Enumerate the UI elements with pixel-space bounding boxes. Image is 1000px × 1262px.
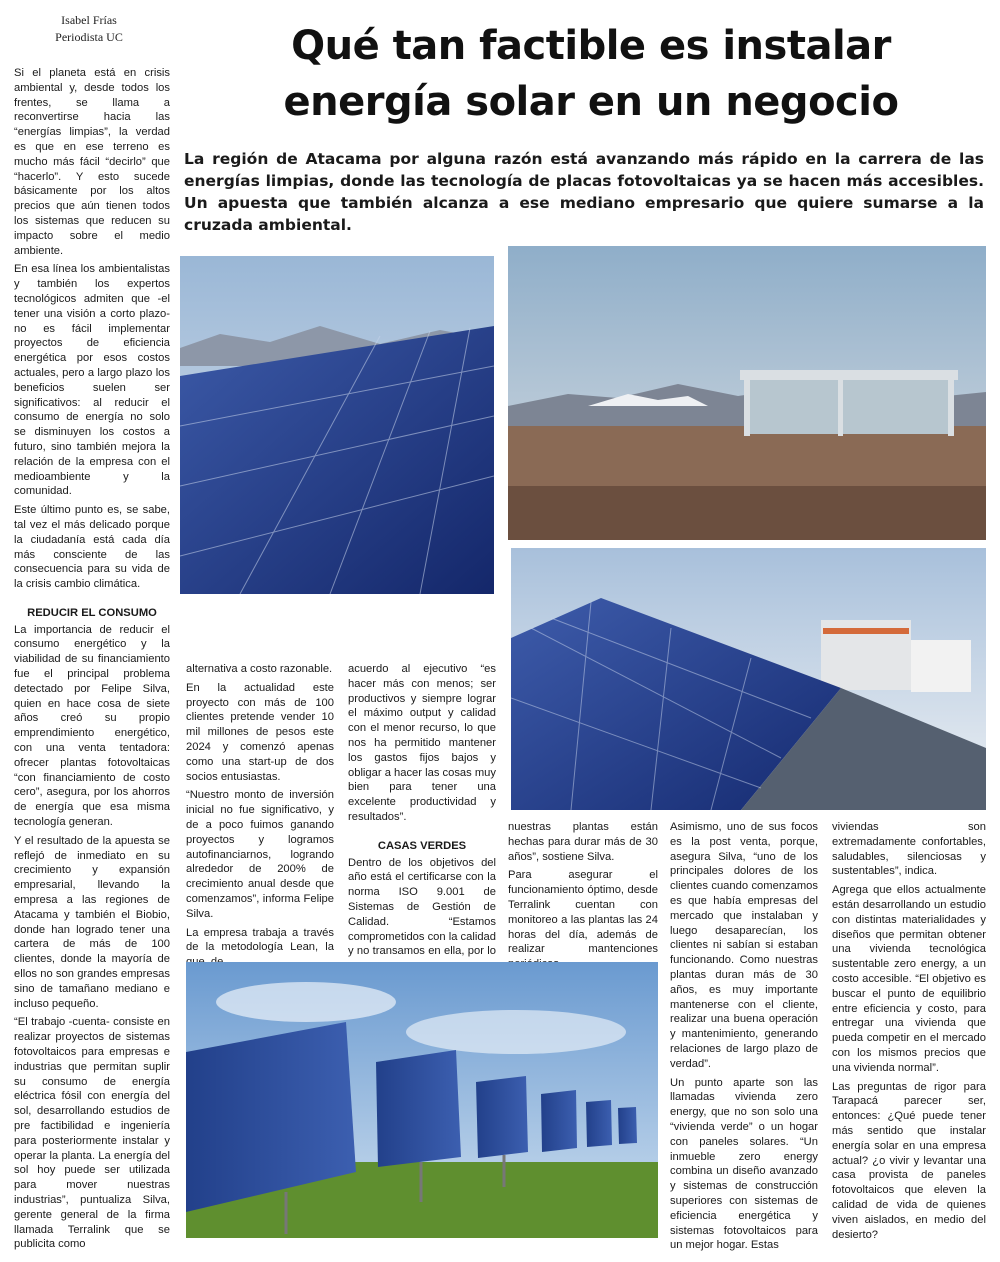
paragraph: La importancia de reducir el consumo energético y la viabilidad de su financiamiento fue el principal problema detectado por Felipe Silva, quien en hace cosa de siete años creó su propio emprendimiento energético, con una venta tentadora: ofrecer plantas fotovoltaicas “con financiamiento de costo cero”, asegura, por los ahorros de energía que esa misma tecnología generan. — [14, 623, 170, 829]
headline-line-1: Qué tan factible es instalar — [291, 23, 891, 69]
byline — [14, 12, 164, 46]
paragraph: alternativa a costo razonable. — [186, 663, 333, 675]
paragraph: Asimismo, uno de sus focos es la post venta, porque, asegura Silva, “uno de los principales dolores de los clientes cuando comenzamos es que había empresas del mercado que instalaban y luego desaparecían, los clientes ni sabían si estaban funcionando. Como nuestras plantas duran más de 30 años, es muy importante mantenerse con el cliente, realizar una buena operación y mantenimiento, generando relaciones de largo plazo de verdad”. — [670, 821, 818, 1070]
paragraph: En la actualidad este proyecto con más de 100 clientes pretende vender 10 mil millones de pesos este 2024 y comenzó apenas como una start-up de dos socios entusiastas. — [186, 681, 334, 783]
column-4 — [508, 820, 658, 976]
column-3 — [348, 662, 496, 978]
photo-panel-rows — [186, 962, 658, 1238]
column-2 — [186, 662, 334, 974]
column-5 — [670, 820, 818, 1257]
paragraph: acuerdo al ejecutivo “es hacer más con menos; ser productivos y siempre lograr el máximo output y calidad con el menor recurso, lo que nos ha permitido mantener los gastos fijos bajos y obligar a hacer las cosas muy bien para tener una excelente productividad y resultados”. — [348, 663, 496, 823]
paragraph: Para asegurar el funcionamiento óptimo, desde Terralink cuentan con monitoreo a las plantas las 24 horas del día, además de realizar mantenciones — [508, 869, 658, 956]
paragraph: Un punto aparte son las llamadas vivienda zero energy, que no son solo una “vivienda verde” o un hogar con paneles solares. “Un inmueble zero energy combina un diseño avanzado y sistemas de construcción superiores con sistemas de eficiencia energética y sistemas fotovoltaicos para un mejor hogar. Estas — [670, 1076, 818, 1252]
subhead-reducir-consumo: REDUCIR EL CONSUMO — [27, 606, 157, 619]
photo-desert-house — [508, 246, 986, 540]
paragraph: Si el planeta está en crisis ambiental y, desde todos los frentes, se llama a reconvertirse hacia las “energías limpias”, la verdad es que en ese terreno es mucho más fácil “decirlo” que “hacerlo”. Y esto sucede básicamente por los altos precios que aún tienen todos los sistemas que reducen su impacto sobre el medio ambiente. — [14, 67, 170, 257]
paragraph: Agrega que ellos actualmente están desarrollando un estudio con distintas materialidades y diseños que permitan obtener una vivienda tecnológica sustentable zero energy, a un costo accesible. “El objetivo es buscar el punto de equilibrio entre eficiencia y costo, para entregar una vivienda que pueda competir en el mercado con los mismos precios que una vivienda normal”. — [832, 884, 986, 1074]
paragraph: Dentro de los objetivos del año está el certificarse con la norma ISO 9.001 de Sistemas de Gestión de Calidad. “Estamos comprometidos con la calidad y no transamos en ella, por lo — [348, 856, 496, 958]
paragraph: Las preguntas de rigor para Tarapacá parecer ser, entonces: ¿Qué puede tener más sentido que instalar energía solar en una empresa actual? ¿o vivir y levantar una casa provista de paneles fotovoltaicos que eleven la calidad de vida de quienes viven aislados, en medio del desierto? — [832, 1080, 986, 1241]
column-6 — [832, 820, 986, 1246]
paragraph: Y el resultado de la apuesta se reflejó de inmediato en su crecimiento y expansión empresarial, llevando la empresa a las regiones de Atacama y también el Biobio, donde han logrado tener una cartera de más de 100 clientes, donde la mayoría de ellos no son grandes empresas sino de tamañano mediano e incluso pequeño. — [14, 834, 170, 1010]
subhead-casas-verdes: CASAS VERDES — [377, 839, 467, 852]
headline — [196, 18, 986, 130]
paragraph: “El trabajo -cuenta- consiste en realizar proyectos de sistemas fotovoltaicos para empresas e industrias que permitan suplir su consumo de energía eléctrica fósil con energía del sol, desarrollando estudios de pre factibilidad e ingeniería para posteriormente instalar y operar la planta. La energía del sol hoy puede ser utilizada para mover nuestras industrias”, puntualiza Silva, gerente general de la firma llamada Terralink que se publicita como — [14, 1016, 170, 1251]
paragraph: En esa línea los ambientalistas y también los expertos tecnológicos admiten que -el tener una visión a corto plazo- no es fácil implementar proyectos de eficiencia energética por esos costos actuales, pero a largo plazo los beneficios suelen ser significativos: al reducir el consumo de energía no solo se disminuyen los costos a futuro, sino también mejora la relación de la empresa con el medioambiente y la comunidad. — [14, 263, 170, 498]
paragraph: nuestras plantas están hechas para durar más de 30 años”, sostiene Silva. — [508, 821, 658, 863]
paragraph: viviendas son extremadamente confortables, saludables, silenciosas y sustentables”, indica. — [832, 821, 986, 878]
deck: La región de Atacama por alguna razón está avanzando más rápido en la carrera de las energías limpias, donde las tecnología de placas fotovoltaicas ya se hacen más accesibles. Un apuesta que también alcanza a ese mediano empresario que quiere sumarse a la cruzada ambiental. — [184, 150, 984, 234]
photo-panels-container — [511, 548, 986, 810]
byline-role: Periodista UC — [55, 30, 123, 44]
byline-author: Isabel Frías — [61, 13, 117, 27]
column-1 — [14, 66, 170, 1256]
photo-solar-field — [180, 256, 494, 594]
paragraph: Este último punto es, se sabe, tal vez el más delicado porque la ciudadanía está cada día más consciente de las consecuencia para su vida de la crisis cambio climática. — [14, 504, 170, 591]
paragraph: La empresa trabaja a través de la metodología Lean, la — [186, 926, 334, 954]
paragraph: “Nuestro monto de inversión inicial no fue significativo, y de a poco fuimos ganando proyectos y logramos autofinanciarnos, logrando alrededor de 200% de crecimiento anual desde que comenzamos”, informa Felipe Silva. — [186, 789, 334, 920]
headline-line-2: energía solar en un negocio — [283, 79, 899, 125]
